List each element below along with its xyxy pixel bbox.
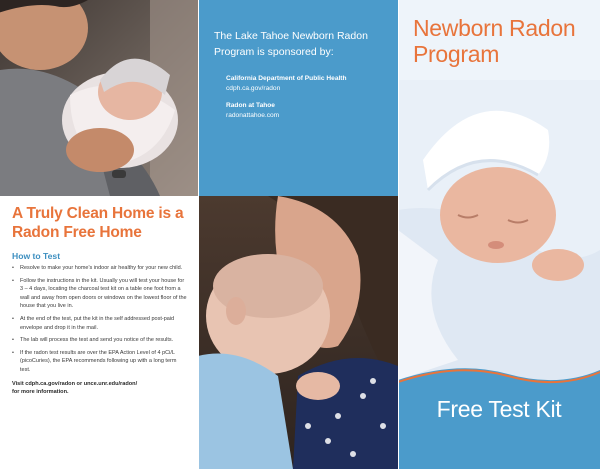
fold-divider: [198, 0, 199, 469]
test-step: • Follow the instructions in the kit. Usually you will test your house for 3 – 4 days, locating the charcoal test kit on a table one foot from a wall and away from open doors or windows on the lowest floor of the house that you live in.: [12, 277, 188, 311]
test-step: • At the end of the test, put the kit in the self addressed post-paid envelope and drop it in the mail.: [12, 315, 188, 332]
free-test-kit-label: Free Test Kit: [436, 396, 562, 422]
how-to-test-panel: [0, 196, 198, 469]
more-info-note: [12, 380, 188, 397]
sponsor-url: radonattahoe.com: [226, 111, 280, 119]
father-newborn-illustration: [0, 0, 198, 196]
more-info-line-2: for more information.: [12, 388, 69, 395]
sponsor-panel: [198, 0, 398, 196]
photo-father-holding-newborn: [0, 0, 198, 196]
sponsor-title: [214, 28, 390, 60]
sponsor-org: California Department of Public Health: [226, 75, 347, 82]
sponsor-org: Radon at Tahoe: [226, 102, 275, 109]
photo-mother-holding-baby: [198, 196, 398, 469]
sponsor-title-line-1: The Lake Tahoe Newborn Radon: [214, 30, 368, 42]
mother-baby-illustration: [198, 196, 398, 469]
headline-line-1: A Truly Clean Home is a: [12, 205, 184, 222]
test-step: • If the radon test results are over the EPA Action Level of 4 pCi/L (picoCuries), the EPA recommends following up with a long term test.: [12, 349, 188, 375]
cover-panel: [398, 0, 600, 469]
fold-divider: [398, 0, 399, 469]
cover-title-line-1: Newborn Radon: [413, 15, 576, 41]
sponsor-title-line-2: Program is sponsored by:: [214, 46, 334, 58]
test-steps-list: [12, 264, 188, 375]
sponsor-entry-cdph: [226, 74, 390, 93]
sponsor-url: cdph.ca.gov/radon: [226, 84, 281, 92]
photo-sleeping-newborn: [398, 80, 600, 380]
test-step: • The lab will process the test and send you notice of the results.: [12, 336, 188, 345]
cover-title: [413, 15, 575, 67]
test-step: • Resolve to make your home's indoor air healthy for your new child.: [12, 264, 188, 273]
cover-title-line-2: Program: [413, 41, 500, 67]
how-to-test-heading: How to Test: [12, 251, 61, 261]
sponsor-entry-radon-at-tahoe: [226, 101, 390, 120]
panel-headline: [12, 204, 188, 242]
headline-line-2: Radon Free Home: [12, 224, 142, 241]
more-info-line-1: Visit cdph.ca.gov/radon or unce.unr.edu/radon/: [12, 380, 138, 387]
